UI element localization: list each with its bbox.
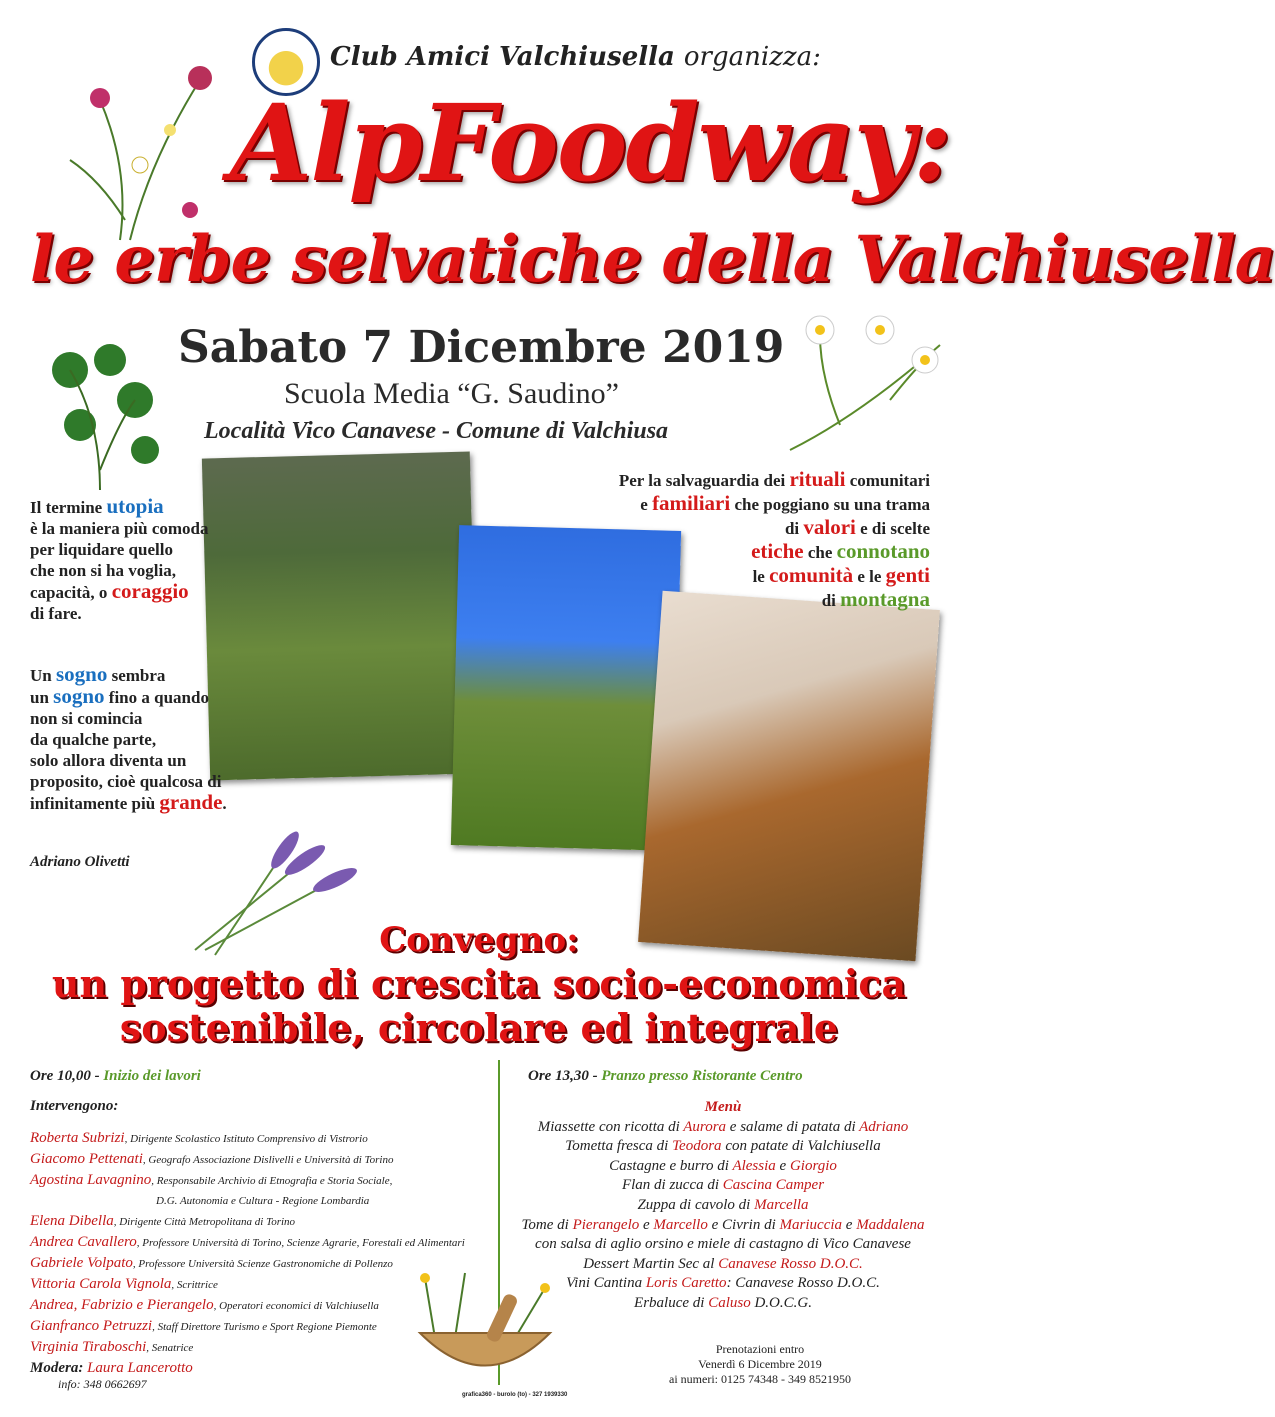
speaker-name: Gabriele Volpato (30, 1255, 133, 1271)
club-line (330, 42, 821, 72)
event-venue: Scuola Media “G. Saudino” (284, 377, 619, 410)
schedule-label: Pranzo presso Ristorante Centro (601, 1068, 803, 1084)
speaker-role: D.G. Autonomia e Cultura - Regione Lombardia (156, 1195, 370, 1207)
quote-text: Per la salvaguardia dei (618, 471, 790, 490)
menu-title: Menù (704, 1099, 742, 1115)
speaker-role: , Operatori economici di Valchiusella (213, 1300, 379, 1312)
quote-keyword: sogno (53, 684, 105, 708)
menu-item (512, 1196, 934, 1216)
rituali-quote (619, 468, 930, 612)
quote-keyword: comunità (769, 563, 854, 587)
menu-producer: Mariuccia (779, 1216, 843, 1233)
quote-text: per liquidare quello (30, 540, 173, 559)
menu-producer: Maddalena (856, 1216, 925, 1233)
menu-text: Castagne e burro di (609, 1157, 733, 1174)
menu-producer: Alessia (732, 1157, 776, 1174)
menu-text: Flan di zucca di (621, 1177, 723, 1194)
speaker-name: Andrea, Fabrizio e Pierangelo (30, 1297, 214, 1313)
moderator-label: Modera: (30, 1360, 88, 1376)
lunch-menu (512, 1098, 934, 1314)
menu-text: e (639, 1216, 654, 1233)
menu-text: Vini Cantina (566, 1275, 646, 1292)
quote-text: . (222, 794, 227, 813)
speaker-row (30, 1211, 500, 1232)
wildflower-illustration (40, 20, 240, 250)
quote-text: da qualche parte, (30, 730, 157, 749)
reservation-date: Venerdì 6 Dicembre 2019 (698, 1357, 822, 1371)
morning-schedule (30, 1068, 201, 1085)
menu-producer: Canavese Rosso D.O.C. (718, 1255, 863, 1272)
main-subtitle: le erbe selvatiche della Valchiusella (30, 222, 1275, 297)
menu-text: D.O.C.G. (750, 1294, 812, 1311)
convegno-subtitle (0, 962, 958, 1050)
quote-keyword: connotano (836, 539, 930, 563)
schedule-time: Ore 13,30 - (528, 1068, 602, 1084)
photo-child-milking-cow (638, 591, 940, 962)
quote-text: infinitamente più (30, 794, 160, 813)
convegno-title: Convegno: (379, 920, 579, 960)
quote-text: le (752, 567, 770, 586)
menu-text: Tometta fresca di (565, 1138, 673, 1155)
schedule-label: Inizio dei lavori (103, 1068, 201, 1084)
menu-producer: Caluso (708, 1294, 751, 1311)
menu-producer: Adriano (859, 1118, 909, 1135)
quote-keyword: valori (803, 515, 856, 539)
quote-text: e le (853, 567, 886, 586)
menu-text: : Canavese Rosso D.O.C. (726, 1275, 880, 1292)
speaker-name: Agostina Lavagnino (30, 1172, 152, 1188)
menu-item (512, 1294, 934, 1314)
quote-keyword: etiche (751, 539, 804, 563)
speaker-row (30, 1128, 500, 1149)
quote-text: Un (30, 666, 56, 685)
speaker-role: , Responsabile Archivio di Etnografia e Storia Sociale, (151, 1175, 393, 1187)
event-location: Località Vico Canavese - Comune di Valchiusa (204, 418, 669, 444)
club-name: Club Amici Valchiusella (330, 42, 675, 72)
quote-text: di fare. (30, 604, 82, 623)
menu-producer: Cascina Camper (722, 1177, 825, 1194)
event-date: Sabato 7 Dicembre 2019 (178, 322, 785, 373)
menu-text: Tome di (521, 1216, 573, 1233)
speaker-row (30, 1170, 500, 1191)
speaker-row (30, 1232, 500, 1253)
menu-producer: Marcella (754, 1196, 809, 1213)
quote-text: che poggiano su una trama (730, 495, 930, 514)
speaker-role: , Scrittrice (171, 1279, 218, 1291)
moderator-name: Laura Lancerotto (87, 1360, 193, 1376)
speaker-name: Virginia Tiraboschi (30, 1339, 147, 1355)
utopia-quote (30, 496, 209, 624)
speaker-name: Elena Dibella (30, 1213, 114, 1229)
speaker-name: Roberta Subrizi (30, 1130, 125, 1146)
menu-text: Erbaluce di (634, 1294, 709, 1311)
reservation-text: Prenotazioni entro (715, 1342, 805, 1356)
quote-keyword: utopia (106, 494, 164, 518)
quote-text: proposito, cioè qualcosa di (30, 772, 222, 791)
quote-text: sembra (107, 666, 166, 685)
menu-text: e Civrin di (707, 1216, 780, 1233)
quote-keyword: rituali (789, 467, 846, 491)
lunch-schedule (528, 1068, 803, 1085)
menu-text: con patate di Valchiusella (721, 1138, 881, 1155)
menu-text: Zuppa di cavolo di (637, 1196, 755, 1213)
menu-item (512, 1137, 934, 1157)
speaker-role: , Professore Università di Torino, Scienze Agrarie, Forestali ed Alimentari (136, 1237, 465, 1249)
quote-keyword: grande (159, 790, 223, 814)
menu-item (512, 1118, 934, 1138)
quote-text: è la maniera più comoda (30, 519, 209, 538)
quote-text: capacità, o (30, 583, 112, 602)
menu-text: con salsa di aglio orsino e miele di castagno di Vico Canavese (535, 1236, 911, 1253)
speaker-role: , Staff Direttore Turismo e Sport Regione Piemonte (152, 1321, 377, 1333)
quote-keyword: familiari (652, 491, 731, 515)
quote-text: un (30, 688, 54, 707)
schedule-time: Ore 10,00 - (30, 1068, 104, 1084)
convegno-line: sostenibile, circolare ed integrale (119, 1005, 839, 1050)
info-phone: info: 348 0662697 (58, 1377, 147, 1391)
sogno-quote (30, 664, 227, 814)
menu-item (512, 1216, 934, 1236)
speaker-row (30, 1191, 500, 1211)
mortar-illustration (405, 1268, 565, 1386)
menu-producer: Aurora (683, 1118, 727, 1135)
speaker-name: Giacomo Pettenati (30, 1151, 143, 1167)
menu-producer: Giorgio (789, 1157, 837, 1174)
convegno-line: un progetto di crescita socio-economica (51, 961, 907, 1006)
speaker-role: , Geografo Associazione Dislivelli e Università di Torino (142, 1154, 394, 1166)
quote-keyword: coraggio (111, 579, 189, 603)
quote-keyword: montagna (840, 587, 930, 611)
organizza-label: organizza: (683, 42, 821, 72)
menu-text: Miassette con ricotta di (537, 1118, 684, 1135)
menu-item (512, 1176, 934, 1196)
speaker-role: , Dirigente Città Metropolitana di Torino (113, 1216, 296, 1228)
menu-text: e (842, 1216, 857, 1233)
speakers-heading: Intervengono: (30, 1098, 119, 1114)
speaker-name: Andrea Cavallero (30, 1234, 137, 1250)
menu-text: e (775, 1157, 790, 1174)
design-credit: grafica360 - burolo (to) - 327 1939330 (462, 1392, 568, 1398)
menu-item (512, 1274, 934, 1294)
quote-text: e (640, 495, 653, 514)
chamomile-illustration (780, 305, 950, 460)
menu-text: Dessert Martin Sec al (583, 1255, 719, 1272)
menu-item (512, 1235, 934, 1255)
parsley-illustration (30, 330, 180, 490)
speaker-role: , Professore Università Scienze Gastronomiche di Pollenzo (132, 1258, 393, 1270)
reservations (600, 1342, 920, 1387)
quote-text: che non si ha voglia, (30, 561, 176, 580)
quote-text: e di scelte (855, 519, 930, 538)
reservation-phones: ai numeri: 0125 74348 - 349 8521950 (669, 1372, 851, 1386)
speaker-row (30, 1149, 500, 1170)
photo-boy-with-cow (202, 452, 478, 781)
quote-text: Il termine (30, 498, 107, 517)
quote-keyword: sogno (55, 662, 108, 686)
speaker-role: , Senatrice (146, 1342, 194, 1354)
quote-text: solo allora diventa un (30, 751, 187, 770)
menu-producer: Pierangelo (572, 1216, 640, 1233)
quote-text: non si comincia (30, 709, 143, 728)
quote-text: comunitari (845, 471, 930, 490)
speaker-name: Vittoria Carola Vignola (30, 1276, 172, 1292)
main-title: AlpFoodway: (230, 80, 951, 205)
menu-producer: Loris Caretto (645, 1275, 727, 1292)
speaker-role: , Dirigente Scolastico Istituto Comprensivo di Vistrorio (124, 1133, 368, 1145)
speaker-name: Gianfranco Petruzzi (30, 1318, 153, 1334)
quote-text: fino a quando (104, 688, 209, 707)
menu-text: e salame di patata di (726, 1118, 860, 1135)
menu-item (512, 1157, 934, 1177)
quote-text: di (784, 519, 804, 538)
quote-text: che (803, 543, 837, 562)
quote-text: di (821, 591, 841, 610)
menu-item (512, 1255, 934, 1275)
quote-author: Adriano Olivetti (30, 854, 130, 870)
menu-producer: Marcello (653, 1216, 708, 1233)
quote-keyword: genti (885, 563, 930, 587)
menu-producer: Teodora (672, 1138, 722, 1155)
